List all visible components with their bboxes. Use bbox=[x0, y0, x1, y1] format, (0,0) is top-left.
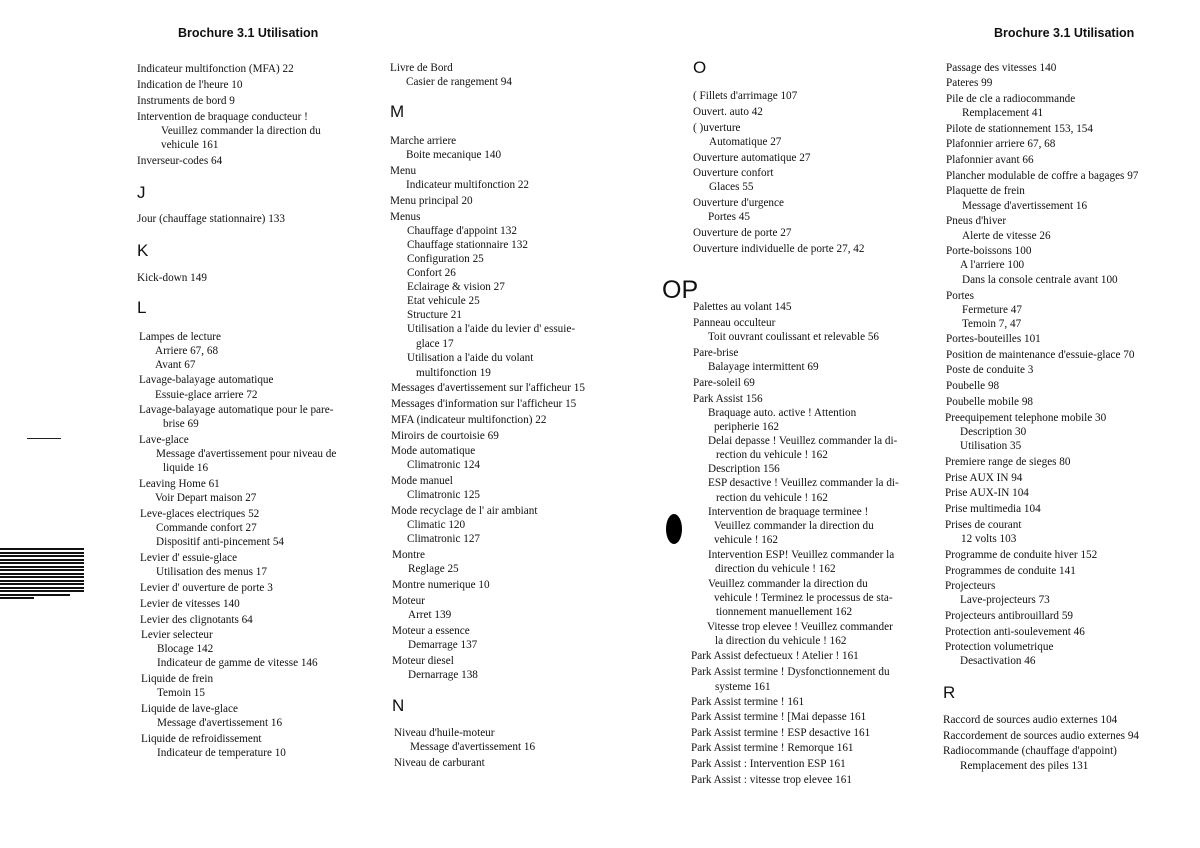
index-entry: Arriere 67, 68 bbox=[155, 345, 219, 357]
index-entry: Miroirs de courtoisie 69 bbox=[391, 430, 499, 442]
index-entry: Raccordement de sources audio externes 94 bbox=[943, 730, 1140, 742]
index-entry: Description 30 bbox=[960, 426, 1027, 438]
index-entry: Messages d'information sur l'afficheur 15 bbox=[391, 398, 577, 410]
section-letter: L bbox=[137, 298, 147, 317]
index-entry: Jour (chauffage stationnaire) 133 bbox=[137, 213, 285, 225]
index-entry: vehicule 161 bbox=[161, 139, 219, 151]
index-entry: Remplacement des piles 131 bbox=[960, 760, 1089, 772]
index-entry: Description 156 bbox=[708, 463, 780, 475]
index-entry: Inverseur-codes 64 bbox=[137, 155, 223, 167]
index-entry: Poubelle 98 bbox=[946, 380, 1000, 392]
index-entry: Message d'avertissement 16 bbox=[962, 200, 1088, 212]
index-entry: Protection anti-soulevement 46 bbox=[945, 626, 1085, 638]
index-entry: Alerte de vitesse 26 bbox=[962, 230, 1051, 242]
index-entry: Niveau de carburant bbox=[394, 757, 485, 769]
index-entry: Demarrage 137 bbox=[408, 639, 478, 651]
index-entry: Prise AUX IN 94 bbox=[945, 472, 1023, 484]
index-entry: Chauffage stationnaire 132 bbox=[407, 239, 528, 251]
index-entry: Pateres 99 bbox=[946, 77, 993, 89]
index-entry: Braquage auto. active ! Attention bbox=[708, 407, 857, 419]
index-entry: ( Fillets d'arrimage 107 bbox=[693, 90, 798, 102]
index-entry: Liquide de frein bbox=[141, 673, 214, 685]
index-entry: Voir Depart maison 27 bbox=[155, 492, 257, 504]
index-entry: Montre bbox=[392, 549, 425, 561]
index-entry: Projecteurs antibrouillard 59 bbox=[945, 610, 1074, 622]
index-entry: Portes 45 bbox=[708, 211, 750, 223]
index-entry: Messages d'avertissement sur l'afficheur 15 bbox=[391, 382, 585, 394]
index-entry: Veuillez commander la direction du bbox=[714, 520, 874, 532]
index-entry: Climatronic 124 bbox=[407, 459, 481, 471]
index-entry: Moteur bbox=[392, 595, 425, 607]
index-entry: Programme de conduite hiver 152 bbox=[945, 549, 1098, 561]
index-entry: Blocage 142 bbox=[157, 643, 214, 655]
index-entry: Ouverture de porte 27 bbox=[693, 227, 792, 239]
index-entry: Park Assist termine ! Dysfonctionnement du bbox=[691, 666, 890, 678]
index-entry: Pare-brise bbox=[693, 347, 739, 359]
index-entry: direction du vehicule ! 162 bbox=[715, 563, 836, 575]
index-entry: la direction du vehicule ! 162 bbox=[715, 635, 847, 647]
index-entry: Temoin 15 bbox=[157, 687, 205, 699]
index-entry: Liquide de refroidissement bbox=[141, 733, 262, 745]
index-entry: 12 volts 103 bbox=[961, 533, 1017, 545]
index-entry: Menu bbox=[390, 165, 417, 177]
index-entry: Prise AUX-IN 104 bbox=[945, 487, 1029, 499]
index-entry: Levier d' ouverture de porte 3 bbox=[140, 582, 273, 594]
index-entry: Moteur a essence bbox=[392, 625, 470, 637]
index-entry: Park Assist termine ! Remorque 161 bbox=[691, 742, 854, 754]
index-entry: A l'arriere 100 bbox=[960, 259, 1025, 271]
index-entry: Lavage-balayage automatique bbox=[139, 374, 274, 386]
index-entry: Mode manuel bbox=[391, 475, 453, 487]
index-entry: Preequipement telephone mobile 30 bbox=[945, 412, 1107, 424]
index-entry: vehicule ! Terminez le processus de sta- bbox=[714, 592, 893, 604]
index-entry: Indicateur multifonction 22 bbox=[406, 179, 530, 191]
index-entry: Intervention ESP! Veuillez commander la bbox=[708, 549, 895, 561]
index-entry: Pneus d'hiver bbox=[946, 215, 1007, 227]
page-header-right: Brochure 3.1 Utilisation bbox=[994, 26, 1135, 40]
index-entry: Plancher modulable de coffre a bagages 97 bbox=[946, 170, 1139, 182]
section-letter: M bbox=[390, 102, 405, 121]
index-entry: Boite mecanique 140 bbox=[406, 149, 502, 161]
index-entry: Dernarrage 138 bbox=[408, 669, 478, 681]
index-entry: Protection volumetrique bbox=[945, 641, 1054, 653]
index-entry: Commande confort 27 bbox=[156, 522, 257, 534]
index-entry: Panneau occulteur bbox=[693, 317, 776, 329]
index-entry: Poste de conduite 3 bbox=[946, 364, 1034, 376]
index-entry: Leve-glaces electriques 52 bbox=[140, 508, 260, 520]
index-entry: Programmes de conduite 141 bbox=[945, 565, 1076, 577]
index-entry: Veuillez commander la direction du bbox=[161, 125, 321, 137]
index-entry: Ouverture individuelle de porte 27, 42 bbox=[693, 243, 865, 255]
section-letter: R bbox=[943, 683, 956, 702]
index-entry: Toit ouvrant coulissant et relevable 56 bbox=[708, 331, 880, 343]
index-entry: Confort 26 bbox=[407, 267, 456, 279]
index-entry: Intervention de braquage terminee ! bbox=[708, 506, 869, 518]
index-entry: Premiere range de sieges 80 bbox=[945, 456, 1071, 468]
index-entry: Park Assist termine ! ESP desactive 161 bbox=[691, 727, 871, 739]
index-entry: MFA (indicateur multifonction) 22 bbox=[391, 414, 547, 426]
index-entry: Marche arriere bbox=[390, 135, 457, 147]
index-entry: Indicateur multifonction (MFA) 22 bbox=[137, 63, 294, 75]
index-entry: Message d'avertissement 16 bbox=[157, 717, 283, 729]
index-entry: Climatronic 127 bbox=[407, 533, 481, 545]
index-entry: Projecteurs bbox=[945, 580, 996, 592]
index-entry: Utilisation des menus 17 bbox=[156, 566, 267, 578]
index-entry: Balayage intermittent 69 bbox=[708, 361, 819, 373]
index-entry: Prise multimedia 104 bbox=[945, 503, 1041, 515]
index-entry: Portes bbox=[946, 290, 974, 302]
index-entry: Pare-soleil 69 bbox=[693, 377, 755, 389]
index-entry: Plaquette de frein bbox=[946, 185, 1025, 197]
index-entry: Utilisation a l'aide du volant bbox=[407, 352, 534, 364]
index-entry: rection du vehicule ! 162 bbox=[716, 449, 828, 461]
page-header-left: Brochure 3.1 Utilisation bbox=[178, 26, 319, 40]
index-entry: Park Assist : Intervention ESP 161 bbox=[691, 758, 846, 770]
index-entry: Dispositif anti-pincement 54 bbox=[156, 536, 285, 548]
index-entry: Pilote de stationnement 153, 154 bbox=[946, 123, 1093, 135]
index-entry: Etat vehicule 25 bbox=[407, 295, 480, 307]
index-entry: glace 17 bbox=[416, 338, 454, 350]
index-entry: Dans la console centrale avant 100 bbox=[962, 274, 1118, 286]
index-entry: Levier d' essuie-glace bbox=[140, 552, 238, 564]
index-entry: Raccord de sources audio externes 104 bbox=[943, 714, 1118, 726]
index-entry: liquide 16 bbox=[163, 462, 209, 474]
index-entry: Park Assist : vitesse trop elevee 161 bbox=[691, 774, 852, 786]
index-entry: tionnement manuellement 162 bbox=[716, 606, 853, 618]
index-entry: Veuillez commander la direction du bbox=[708, 578, 868, 590]
index-entry: Livre de Bord bbox=[390, 62, 453, 74]
scan-edge-marks bbox=[0, 548, 84, 618]
index-entry: Delai depasse ! Veuillez commander la di- bbox=[708, 435, 898, 447]
index-entry: Lave-glace bbox=[139, 434, 189, 446]
index-entry: rection du vehicule ! 162 bbox=[716, 492, 828, 504]
index-entry: Levier des clignotants 64 bbox=[140, 614, 253, 626]
index-entry: Niveau d'huile-moteur bbox=[394, 727, 495, 739]
index-entry: Menu principal 20 bbox=[390, 195, 473, 207]
section-letter: N bbox=[392, 696, 405, 715]
index-entry: vehicule ! 162 bbox=[714, 534, 778, 546]
index-entry: multifonction 19 bbox=[416, 367, 491, 379]
index-entry: Ouvert. auto 42 bbox=[693, 106, 763, 118]
index-entry: Reglage 25 bbox=[408, 563, 459, 575]
index-entry: Essuie-glace arriere 72 bbox=[155, 389, 258, 401]
index-entry: Position de maintenance d'essuie-glace 70 bbox=[946, 349, 1135, 361]
index-entry: Porte-boissons 100 bbox=[946, 245, 1032, 257]
index-entry: Configuration 25 bbox=[407, 253, 484, 265]
index-entry: Desactivation 46 bbox=[960, 655, 1036, 667]
index-entry: ESP desactive ! Veuillez commander la di- bbox=[708, 477, 899, 489]
index-entry: Portes-bouteilles 101 bbox=[946, 333, 1041, 345]
index-entry: Poubelle mobile 98 bbox=[946, 396, 1034, 408]
index-entry: Temoin 7, 47 bbox=[962, 318, 1022, 330]
ink-blot bbox=[666, 514, 682, 544]
index-entry: Indicateur de temperature 10 bbox=[157, 747, 286, 759]
index-entry: Utilisation 35 bbox=[960, 440, 1022, 452]
index-entry: Ouverture d'urgence bbox=[693, 197, 784, 209]
index-entry: Instruments de bord 9 bbox=[137, 95, 235, 107]
index-entry: Radiocommande (chauffage d'appoint) bbox=[943, 745, 1117, 757]
index-entry: Eclairage & vision 27 bbox=[407, 281, 505, 293]
index-entry: Park Assist defectueux ! Atelier ! 161 bbox=[691, 650, 859, 662]
index-entry: Glaces 55 bbox=[709, 181, 754, 193]
index-entry: Prises de courant bbox=[945, 519, 1022, 531]
index-entry: Intervention de braquage conducteur ! bbox=[137, 111, 308, 123]
index-entry: ( )uverture bbox=[693, 122, 741, 134]
index-entry: Pile de cle a radiocommande bbox=[946, 93, 1076, 105]
index-entry: Utilisation a l'aide du levier d' essuie- bbox=[407, 323, 576, 335]
index-entry: Arret 139 bbox=[408, 609, 452, 621]
index-entry: Chauffage d'appoint 132 bbox=[407, 225, 517, 237]
section-letter: OP bbox=[662, 276, 699, 304]
index-entry: Fermeture 47 bbox=[962, 304, 1022, 316]
index-entry: Climatronic 125 bbox=[407, 489, 481, 501]
index-entry: Indicateur de gamme de vitesse 146 bbox=[157, 657, 318, 669]
index-entry: Montre numerique 10 bbox=[392, 579, 490, 591]
index-entry: Levier de vitesses 140 bbox=[140, 598, 240, 610]
index-entry: brise 69 bbox=[163, 418, 199, 430]
index-entry: Passage des vitesses 140 bbox=[946, 62, 1057, 74]
section-letter: K bbox=[137, 241, 149, 260]
index-entry: Climatic 120 bbox=[407, 519, 466, 531]
index-entry: Lampes de lecture bbox=[139, 331, 221, 343]
index-entry: Message d'avertissement 16 bbox=[410, 741, 536, 753]
index-entry: Vitesse trop elevee ! Veuillez commander bbox=[707, 621, 893, 633]
index-entry: Lave-projecteurs 73 bbox=[960, 594, 1050, 606]
index-entry: Indication de l'heure 10 bbox=[137, 79, 243, 91]
index-entry: Moteur diesel bbox=[392, 655, 454, 667]
index-entry: Avant 67 bbox=[155, 359, 196, 371]
index-entry: Palettes au volant 145 bbox=[693, 301, 792, 313]
index-entry: Mode automatique bbox=[391, 445, 476, 457]
margin-dash bbox=[27, 438, 61, 439]
index-entry: Lavage-balayage automatique pour le pare- bbox=[139, 404, 334, 416]
index-entry: Park Assist 156 bbox=[693, 393, 763, 405]
index-entry: Remplacement 41 bbox=[962, 107, 1044, 119]
index-entry: Structure 21 bbox=[407, 309, 462, 321]
index-entry: Leaving Home 61 bbox=[139, 478, 220, 490]
index-entry: Levier selecteur bbox=[141, 629, 213, 641]
index-entry: Liquide de lave-glace bbox=[141, 703, 238, 715]
index-entry: Ouverture automatique 27 bbox=[693, 152, 811, 164]
index-entry: Park Assist termine ! [Mai depasse 161 bbox=[691, 711, 867, 723]
section-letter: J bbox=[137, 183, 146, 202]
index-entry: systeme 161 bbox=[715, 681, 771, 693]
index-entry: peripherie 162 bbox=[714, 421, 779, 433]
index-entry: Kick-down 149 bbox=[137, 272, 207, 284]
index-entry: Menus bbox=[390, 211, 421, 223]
index-entry: Park Assist termine ! 161 bbox=[691, 696, 805, 708]
index-entry: Plafonnier arriere 67, 68 bbox=[946, 138, 1056, 150]
index-entry: Casier de rangement 94 bbox=[406, 76, 512, 88]
index-entry: Automatique 27 bbox=[709, 136, 782, 148]
index-entry: Mode recyclage de l' air ambiant bbox=[391, 505, 538, 517]
index-entry: Message d'avertissement pour niveau de bbox=[156, 448, 337, 460]
index-entry: Plafonnier avant 66 bbox=[946, 154, 1034, 166]
index-entry: Ouverture confort bbox=[693, 167, 774, 179]
section-letter: O bbox=[693, 58, 707, 77]
